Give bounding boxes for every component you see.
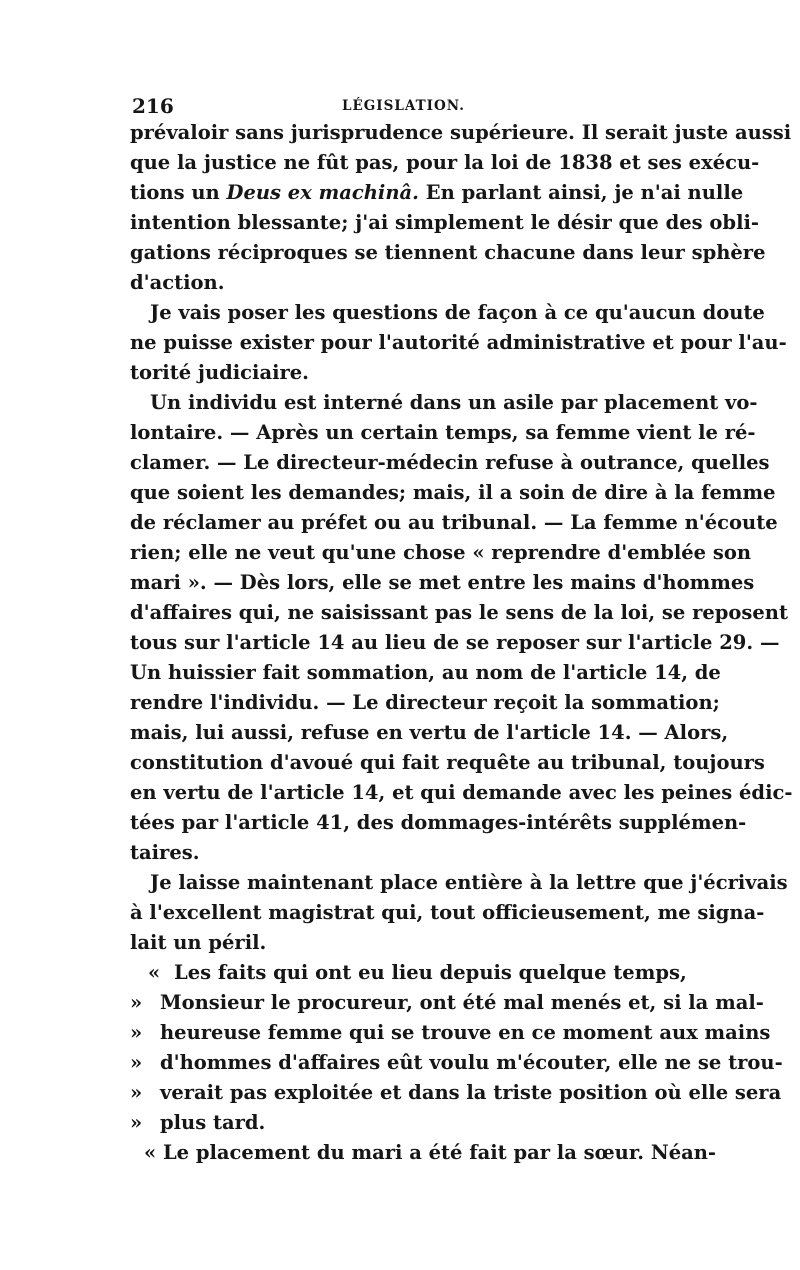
text-line: ne puisse exister pour l'autorité administrative et pour l'au- bbox=[130, 331, 787, 354]
text-line: clamer. — Le directeur-médecin refuse à outrance, quelles bbox=[130, 451, 770, 474]
quote-mark: » bbox=[130, 1111, 143, 1134]
text-line: rendre l'individu. — Le directeur reçoit la sommation; bbox=[130, 691, 720, 714]
quote-text: Les faits qui ont eu lieu depuis quelque temps, bbox=[174, 961, 687, 984]
quote-text: d'hommes d'affaires eût voulu m'écouter, elle ne se trou- bbox=[160, 1051, 783, 1074]
text-span: tions un bbox=[130, 181, 220, 204]
text-line: Je vais poser les questions de façon à ce qu'aucun doute bbox=[150, 301, 765, 324]
text-line: gations réciproques se tiennent chacune dans leur sphère bbox=[130, 241, 766, 264]
text-line: Un individu est interné dans un asile par placement vo- bbox=[150, 391, 758, 414]
text-line: d'affaires qui, ne saisissant pas le sens de la loi, se reposent bbox=[130, 601, 788, 624]
quote-mark: » bbox=[130, 991, 143, 1014]
text-line: à l'excellent magistrat qui, tout officieusement, me signa- bbox=[130, 901, 765, 924]
page-header bbox=[130, 88, 678, 118]
quote-mark: » bbox=[130, 1051, 143, 1074]
quote-line bbox=[130, 1048, 783, 1078]
text-line: torité judiciaire. bbox=[130, 361, 309, 384]
text-line: tous sur l'article 14 au lieu de se reposer sur l'article 29. — bbox=[130, 631, 780, 654]
text-line: rien; elle ne veut qu'une chose « reprendre d'emblée son bbox=[130, 541, 752, 564]
text-line: que soient les demandes; mais, il a soin de dire à la femme bbox=[130, 481, 776, 504]
quote-line bbox=[130, 1108, 678, 1138]
running-head: LÉGISLATION. bbox=[342, 98, 465, 114]
text-line: mais, lui aussi, refuse en vertu de l'article 14. — Alors, bbox=[130, 721, 729, 744]
text-line: d'action. bbox=[130, 271, 225, 294]
quote-mark: « bbox=[148, 961, 161, 984]
italic-phrase: Deus ex machinâ. bbox=[226, 181, 419, 204]
text-line: que la justice ne fût pas, pour la loi de 1838 et ses exécu- bbox=[130, 151, 760, 174]
text-line: Un huissier fait sommation, au nom de l'article 14, de bbox=[130, 661, 721, 684]
text-line: tées par l'article 41, des dommages-intérêts supplémen- bbox=[130, 811, 747, 834]
quote-line bbox=[130, 1078, 782, 1108]
page-number: 216 bbox=[132, 94, 174, 118]
text-line: lait un péril. bbox=[130, 931, 267, 954]
quote-text: plus tard. bbox=[160, 1111, 266, 1134]
text-line: mari ». — Dès lors, elle se met entre les mains d'hommes bbox=[130, 571, 755, 594]
quote-line bbox=[130, 988, 764, 1018]
quote-line bbox=[130, 958, 687, 988]
text-line: de réclamer au préfet ou au tribunal. — La femme n'écoute bbox=[130, 511, 778, 534]
text-line: lontaire. — Après un certain temps, sa femme vient le ré- bbox=[130, 421, 756, 444]
text-line: intention blessante; j'ai simplement le désir que des obli- bbox=[130, 211, 759, 234]
text-line: Je laisse maintenant place entière à la lettre que j'écrivais bbox=[150, 871, 788, 894]
text-line: « Le placement du mari a été fait par la sœur. Néan- bbox=[144, 1141, 717, 1164]
text-span: En parlant ainsi, je n'ai nulle bbox=[425, 181, 744, 204]
quote-text: verait pas exploitée et dans la triste position où elle sera bbox=[160, 1081, 782, 1104]
text-line: en vertu de l'article 14, et qui demande avec les peines édic- bbox=[130, 781, 793, 804]
quote-mark: » bbox=[130, 1081, 143, 1104]
text-line: taires. bbox=[130, 841, 200, 864]
quote-mark: » bbox=[130, 1021, 143, 1044]
text-line bbox=[130, 178, 744, 208]
text-line: prévaloir sans jurisprudence supérieure. Il serait juste aussi bbox=[130, 121, 792, 144]
quote-text: Monsieur le procureur, ont été mal menés et, si la mal- bbox=[160, 991, 764, 1014]
book-page bbox=[130, 88, 793, 1164]
text-line: constitution d'avoué qui fait requête au tribunal, toujours bbox=[130, 751, 765, 774]
quote-text: heureuse femme qui se trouve en ce moment aux mains bbox=[160, 1021, 771, 1044]
quote-line bbox=[130, 1018, 771, 1048]
